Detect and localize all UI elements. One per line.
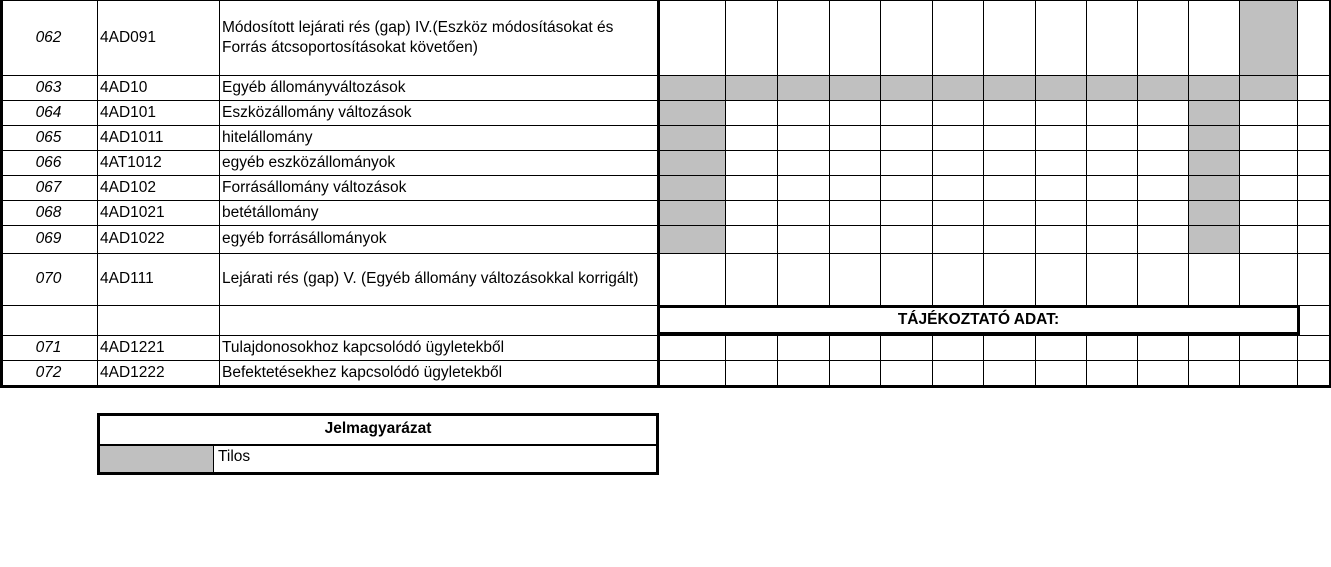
legend-swatch-divider: [213, 444, 214, 474]
row-number: 064: [35, 103, 62, 121]
row-description: Módosított lejárati rés (gap) IV.(Eszköz módosításokat és Forrás átcsoportosításokat követően): [222, 19, 614, 56]
row-number: 069: [35, 230, 62, 248]
row-number: [0, 305, 97, 335]
column-line: [97, 0, 98, 387]
shaded-cell: [1086, 75, 1137, 100]
row-description: Eszközállomány változások: [222, 103, 412, 121]
row-number: 068: [35, 203, 62, 221]
shaded-cell: [1188, 200, 1239, 225]
row-code: 4AD1222: [100, 363, 165, 381]
column-line: [0, 0, 3, 387]
column-line: [1297, 0, 1298, 305]
column-line: [829, 335, 830, 385]
row-code: 4AD111: [100, 270, 154, 288]
info-label: TÁJÉKOZTATÓ ADAT:: [897, 311, 1060, 328]
row-description: [219, 305, 657, 335]
row-code: 4AD1011: [100, 128, 164, 146]
row-code: 4AD1021: [100, 203, 165, 221]
row-description: egyéb forrásállományok: [222, 230, 387, 248]
column-line: [725, 335, 726, 385]
shaded-cell: [1188, 225, 1239, 253]
row-description: Tulajdonosokhoz kapcsolódó ügyletekből: [222, 338, 505, 356]
row-description: Lejárati rés (gap) V. (Egyéb állomány változásokkal korrigált): [222, 270, 639, 288]
column-line: [1035, 0, 1036, 305]
shaded-cell: [657, 200, 725, 225]
column-line: [829, 0, 830, 305]
column-line: [219, 0, 220, 387]
column-line: [777, 335, 778, 385]
row-line: [0, 360, 1331, 361]
column-line: [725, 0, 726, 305]
row-number: 070: [35, 270, 62, 288]
row-description: egyéb eszközállományok: [222, 153, 396, 171]
shaded-cell: [880, 75, 932, 100]
shaded-cell: [657, 225, 725, 253]
column-line: [983, 335, 984, 385]
column-line: [1137, 0, 1138, 305]
row-number: 067: [35, 178, 62, 196]
shaded-cell: [657, 150, 725, 175]
row-description: hitelállomány: [222, 128, 313, 146]
row-line: [0, 385, 1331, 388]
legend-border-bottom: [97, 472, 659, 475]
row-code: 4AD1022: [100, 230, 165, 248]
legend-swatch-tilos: [100, 446, 213, 472]
shaded-cell: [1239, 0, 1297, 75]
row-number: 072: [35, 363, 62, 381]
shaded-cell: [1137, 75, 1188, 100]
column-line: [1035, 335, 1036, 385]
shaded-cell: [725, 75, 777, 100]
shaded-cell: [1239, 75, 1297, 100]
shaded-cell: [1188, 100, 1239, 125]
shaded-cell: [1188, 150, 1239, 175]
row-code: [97, 305, 219, 335]
row-code: 4AD1221: [100, 338, 165, 356]
row-code: 4AT1012: [100, 153, 162, 171]
row-line: [0, 0, 1331, 1]
shaded-cell: [983, 75, 1035, 100]
row-code: 4AD102: [100, 178, 157, 196]
column-line: [1086, 0, 1087, 305]
row-number: 063: [35, 78, 62, 96]
row-line: [0, 253, 1331, 254]
row-line: [0, 200, 1331, 201]
row-number: 071: [35, 338, 62, 356]
column-line: [1239, 335, 1240, 385]
shaded-cell: [829, 75, 880, 100]
shaded-cell: [657, 175, 725, 200]
row-code: 4AD10: [100, 78, 148, 96]
row-line: [0, 75, 1331, 76]
row-line: [0, 100, 1331, 101]
column-line: [932, 0, 933, 305]
column-line: [983, 0, 984, 305]
legend-title: Jelmagyarázat: [324, 419, 432, 437]
row-description: Egyéb állományváltozások: [222, 78, 406, 96]
row-code: 4AD101: [100, 103, 157, 121]
shaded-cell: [657, 125, 725, 150]
row-code: 4AD091: [100, 28, 157, 46]
row-line: [0, 125, 1331, 126]
shaded-cell: [1035, 75, 1086, 100]
row-number: 062: [35, 28, 62, 46]
shaded-cell: [657, 75, 725, 100]
row-line: [0, 335, 1331, 336]
row-description: Befektetésekhez kapcsolódó ügyletekből: [222, 363, 503, 381]
column-line: [932, 335, 933, 385]
column-line: [880, 0, 881, 305]
shaded-cell: [777, 75, 829, 100]
row-description: Forrásállomány változások: [222, 178, 407, 196]
shaded-cell: [1188, 75, 1239, 100]
column-line: [1297, 335, 1298, 385]
row-number: 065: [35, 128, 62, 146]
row-line: [0, 150, 1331, 151]
column-line: [880, 335, 881, 385]
column-line: [1137, 335, 1138, 385]
row-description: betétállomány: [222, 203, 319, 221]
column-line: [1188, 335, 1189, 385]
column-line: [777, 0, 778, 305]
row-line: [0, 175, 1331, 176]
row-line: [0, 225, 1331, 226]
column-line: [1086, 335, 1087, 385]
row-number: 066: [35, 153, 62, 171]
legend-box: [97, 413, 659, 475]
shaded-cell: [657, 100, 725, 125]
column-line: [1239, 0, 1240, 305]
shaded-cell: [1188, 125, 1239, 150]
shaded-cell: [932, 75, 983, 100]
legend-label-tilos: Tilos: [218, 448, 251, 465]
column-line: [1188, 0, 1189, 305]
shaded-cell: [1188, 175, 1239, 200]
